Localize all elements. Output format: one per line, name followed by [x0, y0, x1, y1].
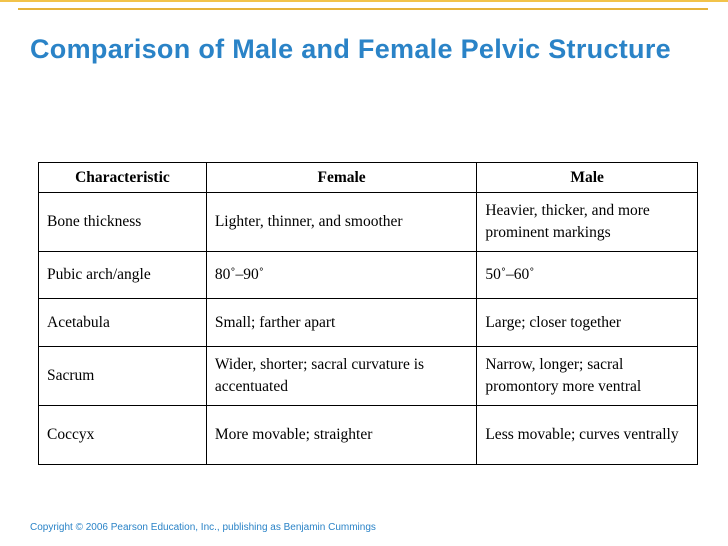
top-decorative-rule	[0, 0, 728, 12]
table-row	[39, 299, 698, 347]
pelvis-comparison-table	[38, 162, 698, 465]
cell-male: Large; closer together	[477, 299, 698, 347]
header-male: Male	[477, 163, 698, 193]
cell-male: Heavier, thicker, and more prominent markings	[477, 193, 698, 252]
cell-male: 50˚–60˚	[477, 252, 698, 299]
header-female: Female	[206, 163, 477, 193]
cell-characteristic: Coccyx	[39, 406, 207, 465]
cell-female: Small; farther apart	[206, 299, 477, 347]
cell-male: Narrow, longer; sacral promontory more ventral	[477, 347, 698, 406]
cell-characteristic: Acetabula	[39, 299, 207, 347]
table-row	[39, 406, 698, 465]
cell-female: 80˚–90˚	[206, 252, 477, 299]
slide-title: Comparison of Male and Female Pelvic Structure	[30, 34, 671, 64]
cell-male: Less movable; curves ventrally	[477, 406, 698, 465]
cell-characteristic: Bone thickness	[39, 193, 207, 252]
table-row	[39, 347, 698, 406]
copyright-notice: Copyright © 2006 Pearson Education, Inc., publishing as Benjamin Cummings	[30, 522, 376, 533]
cell-characteristic: Pubic arch/angle	[39, 252, 207, 299]
table-row	[39, 252, 698, 299]
cell-female: Lighter, thinner, and smoother	[206, 193, 477, 252]
cell-female: Wider, shorter; sacral curvature is accentuated	[206, 347, 477, 406]
table-header-row	[39, 163, 698, 193]
table-row	[39, 193, 698, 252]
cell-characteristic: Sacrum	[39, 347, 207, 406]
cell-female: More movable; straighter	[206, 406, 477, 465]
header-characteristic: Characteristic	[39, 163, 207, 193]
